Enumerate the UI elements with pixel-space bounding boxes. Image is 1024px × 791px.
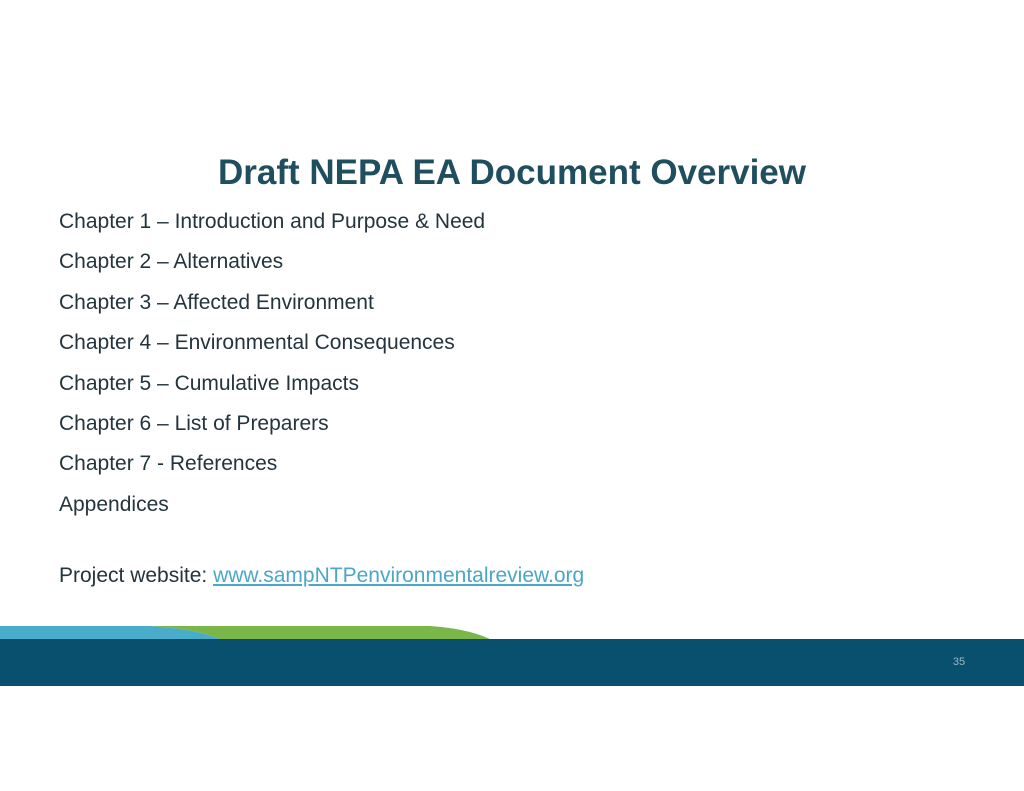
chapter-item-3: Chapter 3 – Affected Environment bbox=[59, 290, 374, 314]
appendices-item: Appendices bbox=[59, 492, 169, 516]
chapter-item-6: Chapter 6 – List of Preparers bbox=[59, 412, 329, 436]
footer-decoration bbox=[0, 620, 1024, 686]
project-website-label: Project website: bbox=[59, 564, 214, 587]
chapter-item-2: Chapter 2 – Alternatives bbox=[59, 250, 284, 274]
page-number: 35 bbox=[952, 656, 966, 668]
chapter-item-4: Chapter 4 – Environmental Consequences bbox=[59, 331, 455, 355]
footer-bar bbox=[0, 639, 1024, 686]
chapter-item-5: Chapter 5 – Cumulative Impacts bbox=[59, 371, 359, 395]
chapter-item-7: Chapter 7 - References bbox=[59, 452, 278, 476]
slide-title: Draft NEPA EA Document Overview bbox=[217, 153, 806, 193]
chapter-item-1: Chapter 1 – Introduction and Purpose & Need bbox=[59, 210, 486, 233]
project-website-line bbox=[59, 560, 584, 592]
chapter-list bbox=[59, 202, 485, 525]
project-website-link[interactable]: www.sampNTPenvironmentalreview.org bbox=[213, 564, 585, 587]
